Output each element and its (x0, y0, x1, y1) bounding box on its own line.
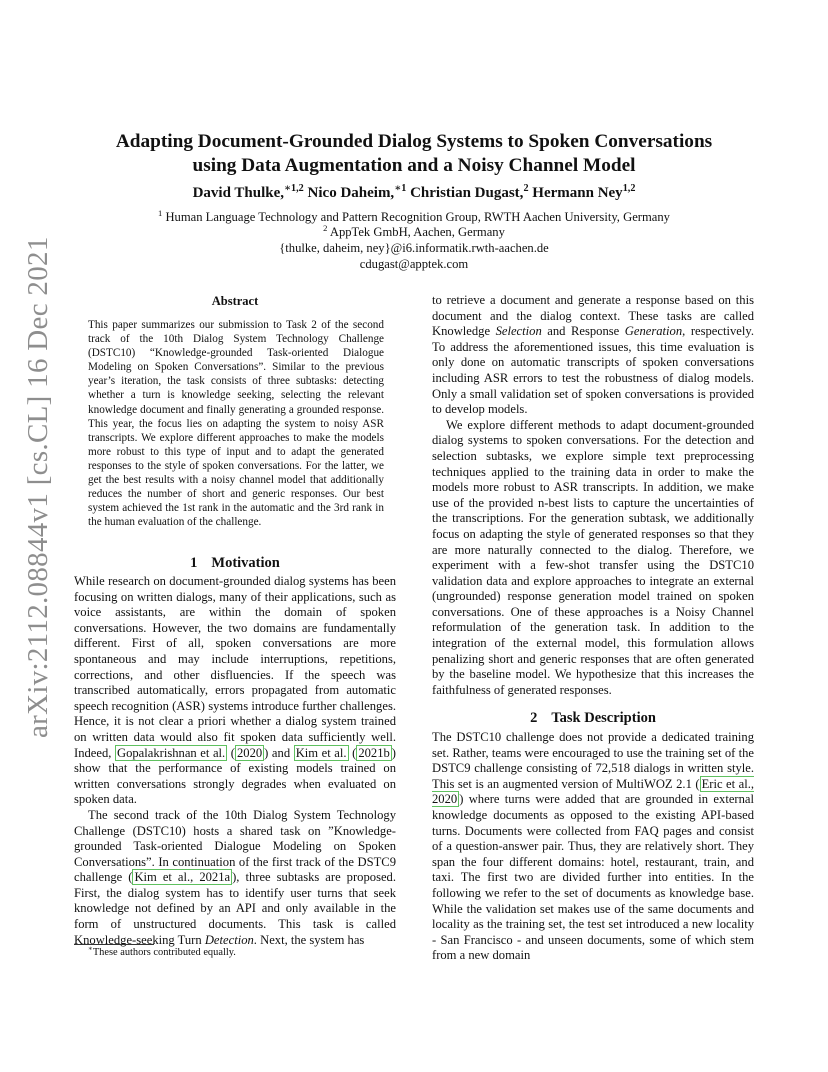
arxiv-stamp-text: arXiv:2112.08844v1 [cs.CL] 16 Dec 2021 (22, 236, 54, 738)
motivation-text: The second track of the 10th Dialog System Technology Challenge (DSTC10) hosts a shared task on ”Knowledge-grounded Task-oriented Dialogue Modeling on Spoken Conversations”. In continuation of the first track of the DSTC9 challenge ( (74, 807, 396, 885)
right-text: and Response (541, 324, 625, 339)
left-column-body (74, 574, 396, 948)
motivation-text: . Next, the system has (253, 932, 365, 947)
motivation-paragraph-1: While research on document-grounded dialog systems has been focusing on written dialogs, many of their applications, such as voice assistants, are within the domain of spoken conversations. However, the two domains are fundamentally different. First of all, spoken conversations are more spontaneous and may include interruptions, repetitions, corrections, and other disfluencies. If the speech was transcribed automatically, errors propagated from automatic speech recognition (ASR) systems introduce further challenges. Hence, it is not clear a priori whether a dialog system trained on written data would also fit spoken data sufficiently well. Indeed, Gopalakrishnan et al. ( 2020 ) and Kim et al. ( 2021b ) show that the performance of existing models trained on written conversations strongly degrades when evaluated on spoken data. (74, 574, 396, 807)
abstract-text: This paper summarizes our submission to Task 2 of the second track of the 10th Dialog System Technology Challenge (DSTC10) “Knowledge-grounded Task-oriented Dialogue Modeling on Spoken Conversations”. Similar to the previous year’s iteration, the task consists of three subtasks: detecting whether a turn is knowledge seeking, selecting the relevant knowledge document and finally generating a grounded response. This year, the focus lies on adapting the system to noisy ASR transcripts. We explore different approaches to make the models more robust to this type of input and to adapt the generated responses to the style of spoken conversations. For the latter, we get the best results with a noisy channel model that additionally reduces the number of short and generic responses. Our best system achieved the 1st rank in the automatic and the 3rd rank in the human evaluation of the challenge. (88, 319, 384, 529)
author-thulke-sup: ∗1,2 (284, 183, 304, 194)
motivation-text: ), three subtasks are proposed. First, the dialog system has to identify user turns that seek knowledge not defined by an API and only available in the form of unstructured documents. This task is called Knowledge-seeking Turn (74, 870, 397, 947)
motivation-text: and (268, 745, 294, 760)
citation-gopalakrishnan-year[interactable]: 2020 (236, 745, 263, 760)
arxiv-stamp (18, 236, 58, 750)
affiliation-2-sup: 2 (323, 222, 328, 233)
footnote-text: These authors contributed equally. (92, 947, 236, 958)
right-text: to retrieve a document and generate a response based on this document and the dialog context. These tasks are called Knowledge (432, 293, 754, 339)
email-line-2: cdugast@apptek.com (359, 257, 469, 271)
task-paragraph-1 (432, 730, 754, 964)
section-2-title: Task Description (551, 710, 656, 726)
task-text: The DSTC10 challenge does not provide a dedicated training set. Rather, teams were encouraged to use the training set of the DSTC9 challenge consisting of 72,518 dialogs in written style. This set is an augmented version of MultiWOZ 2.1 ( (432, 730, 754, 791)
footnote (88, 944, 236, 958)
author-thulke: David Thulke, (192, 185, 284, 201)
right-paragraph-2: We explore different methods to adapt document-grounded dialog systems to spoken conversations. For the detection and selection subtasks, we explore simple text preprocessing techniques applied to the training data in order to make the models more robust to ASR transcripts. In addition, we make use of the provided n-best lists to capture the uncertainties of the transcriptions. For the generation subtask, we additionally focus on adapting the style of generated responses so that they are more naturally connected to the dialog. Therefore, we experiment with a few-shot transfer using the DSTC10 validation data and explore approaches to integrate an external (ungrounded) response generation model trained on spoken conversations. One of these approaches is a Noisy Channel reformulation of the generation task. In addition to the integration of the external model, this formulation allows penalizing short and generic responses that are often generated by the baseline model. We hypothesize that this increases the faithfulness of generated responses. (432, 417, 754, 697)
author-dugast: Christian Dugast, (406, 185, 524, 201)
citation-kim-b-year[interactable]: 2021b (358, 745, 390, 760)
section-1-heading (74, 555, 396, 572)
title-line-1: Adapting Document-Grounded Dialog Systems to Spoken Conversations (115, 131, 713, 152)
generation-term: Generation (624, 324, 683, 339)
section-1-number: 1 (190, 555, 198, 571)
affiliation-2-text: AppTek GmbH, Aachen, Germany (327, 225, 505, 239)
paper-title (60, 130, 768, 178)
citation-gopalakrishnan[interactable]: Gopalakrishnan et al. (116, 745, 226, 760)
citation-kim-b[interactable]: Kim et al. (295, 745, 347, 760)
author-daheim: Nico Daheim, (303, 185, 395, 201)
affiliation-1-text: Human Language Technology and Pattern Recognition Group, RWTH Aachen University, Germany (162, 210, 670, 224)
abstract-heading: Abstract (211, 294, 259, 308)
footnote-mark: ∗ (88, 944, 93, 953)
motivation-text: show that the performance of existing models trained on written conversations strongly degrades when evaluated on spoken data. (74, 761, 396, 807)
affiliation-2 (60, 222, 768, 240)
title-line-2: using Data Augmentation and a Noisy Channel Model (192, 155, 636, 176)
motivation-paragraph-2 (74, 808, 396, 948)
footnote-rule (74, 944, 154, 945)
selection-term: Selection (495, 324, 542, 339)
author-ney-sup: 1,2 (622, 183, 636, 194)
affiliation-1-sup: 1 (158, 207, 163, 218)
task-text: ) where turns were added that are grounded in external knowledge documents as opposed to the existing API-based turns. Documents were collected from FAQ pages and consist of a question-answer pair. Thus, they are relatively short. They span the four different domains: hotel, restaurant, train, and taxi. The first two are divided further into entities. In the following we refer to the set of documents as knowledge base. While the validation set makes use of the same documents and locality as the training set, the test set introduced a new locality - San Francisco - and unseen documents, some of which stem from a new domain (432, 792, 754, 963)
section-2-heading (432, 710, 754, 727)
email-line-1: {thulke, daheim, ney}@i6.informatik.rwth-aachen.de (279, 241, 549, 255)
author-dugast-sup: 2 (523, 183, 529, 194)
right-column-body (432, 293, 754, 698)
task-description-body (432, 730, 754, 964)
citation-eric[interactable]: Eric et al., 2020 (432, 776, 755, 807)
section-1-title: Motivation (211, 555, 280, 571)
right-text: , respectively. To address the aforementioned issues, this time evaluation is only done on automatic transcripts of spoken conversations including ASR errors to test the robustness of dialog models. Only a small validation set of spoken conversations is provided to develop models. (432, 324, 754, 417)
section-2-number: 2 (530, 710, 538, 726)
author-daheim-sup: ∗1 (394, 183, 407, 194)
motivation-text: While research on document-grounded dialog systems has been focusing on written dialogs, many of their applications, such as voice assistants, are within the domain of spoken conversations. However, the two domains are fundamentally different. First of all, spoken conversations are more spontaneous and may include interruptions, repetitions, corrections, and other disfluencies. If the speech was transcribed automatically, errors propagated from automatic speech recognition (ASR) systems introduce further challenges. Hence, it is not clear a priori whether a dialog system trained on written data would also fit spoken data sufficiently well. Indeed, (74, 574, 396, 760)
detection-term: Detection (204, 932, 254, 947)
author-ney: Hermann Ney (528, 185, 623, 201)
citation-kim-a[interactable]: Kim et al., 2021a (134, 870, 231, 885)
affiliation-1 (60, 207, 768, 225)
right-paragraph-1 (432, 293, 754, 418)
author-list (60, 185, 768, 202)
